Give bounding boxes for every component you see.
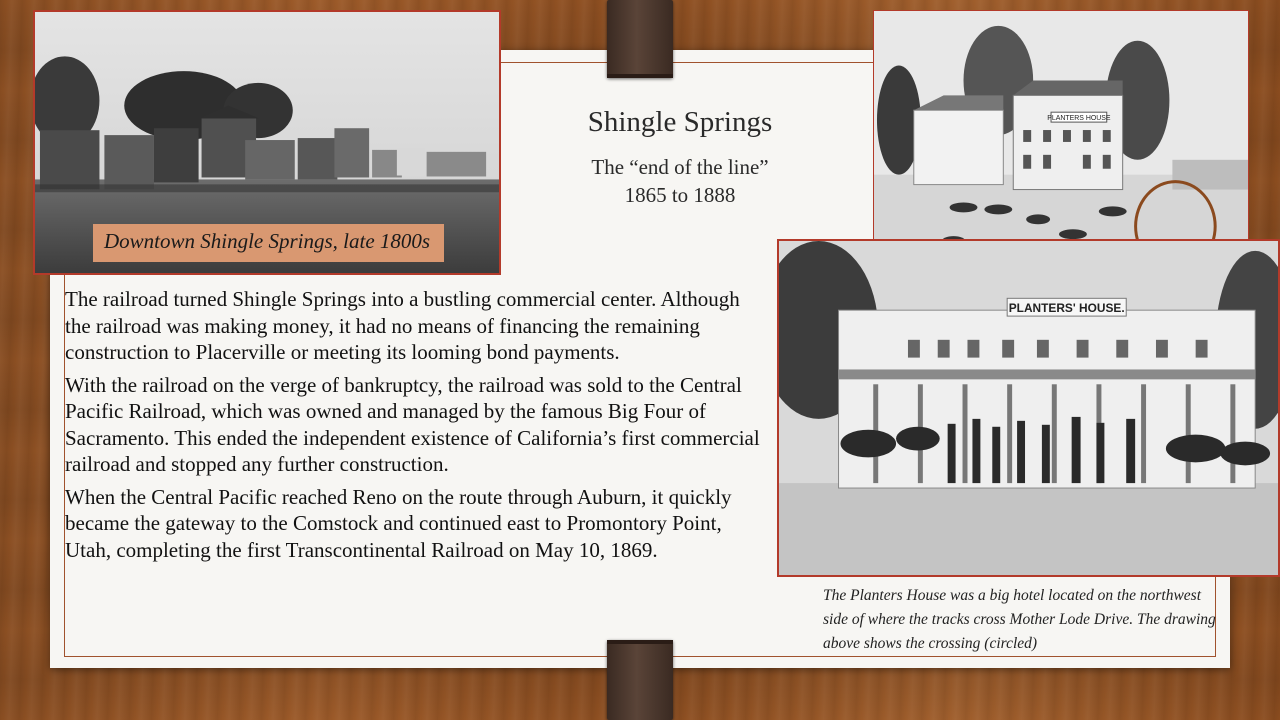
subtitle-line-1: The “end of the line”: [591, 155, 769, 179]
binder-clip-top: [607, 0, 673, 78]
paragraph-3: When the Central Pacific reached Reno on the route through Auburn, it quickly became the gateway to the Comstock and continued east to Promontory Point, Utah, completing the first Transcontinental Railroad on May 10, 1869.: [65, 484, 732, 562]
body-text: [65, 286, 770, 569]
downtown-caption: Downtown Shingle Springs, late 1800s: [93, 224, 444, 262]
hotel-caption: The Planters House was a big hotel located on the northwest side of where the tracks cross Mother Lode Drive. The drawing above shows the crossing (circled): [823, 587, 1216, 652]
subtitle-line-2: 1865 to 1888: [624, 183, 736, 207]
drawing-sign-text: PLANTERS HOUSE: [1047, 115, 1111, 123]
planters-house-photo: [777, 239, 1280, 577]
slide-subtitle: [520, 153, 840, 209]
planters-house-drawing: [873, 10, 1249, 260]
slide-title: Shingle Springs: [587, 106, 773, 138]
hotel-sign-text: PLANTERS' HOUSE.: [1008, 301, 1125, 316]
paragraph-2: With the railroad on the verge of bankruptcy, the railroad was sold to the Central Pacific Railroad, which was owned and managed by the famous Big Four of Sacramento. This ended the independent existence of California’s first commercial railroad and stopped any further construction.: [65, 372, 760, 476]
paragraph-1: The railroad turned Shingle Springs into a bustling commercial center. Although the railroad was making money, it had no means of financing the remaining construction to Placerville or meeting its looming bond payments.: [65, 287, 740, 364]
binder-clip-bottom: [607, 640, 673, 720]
